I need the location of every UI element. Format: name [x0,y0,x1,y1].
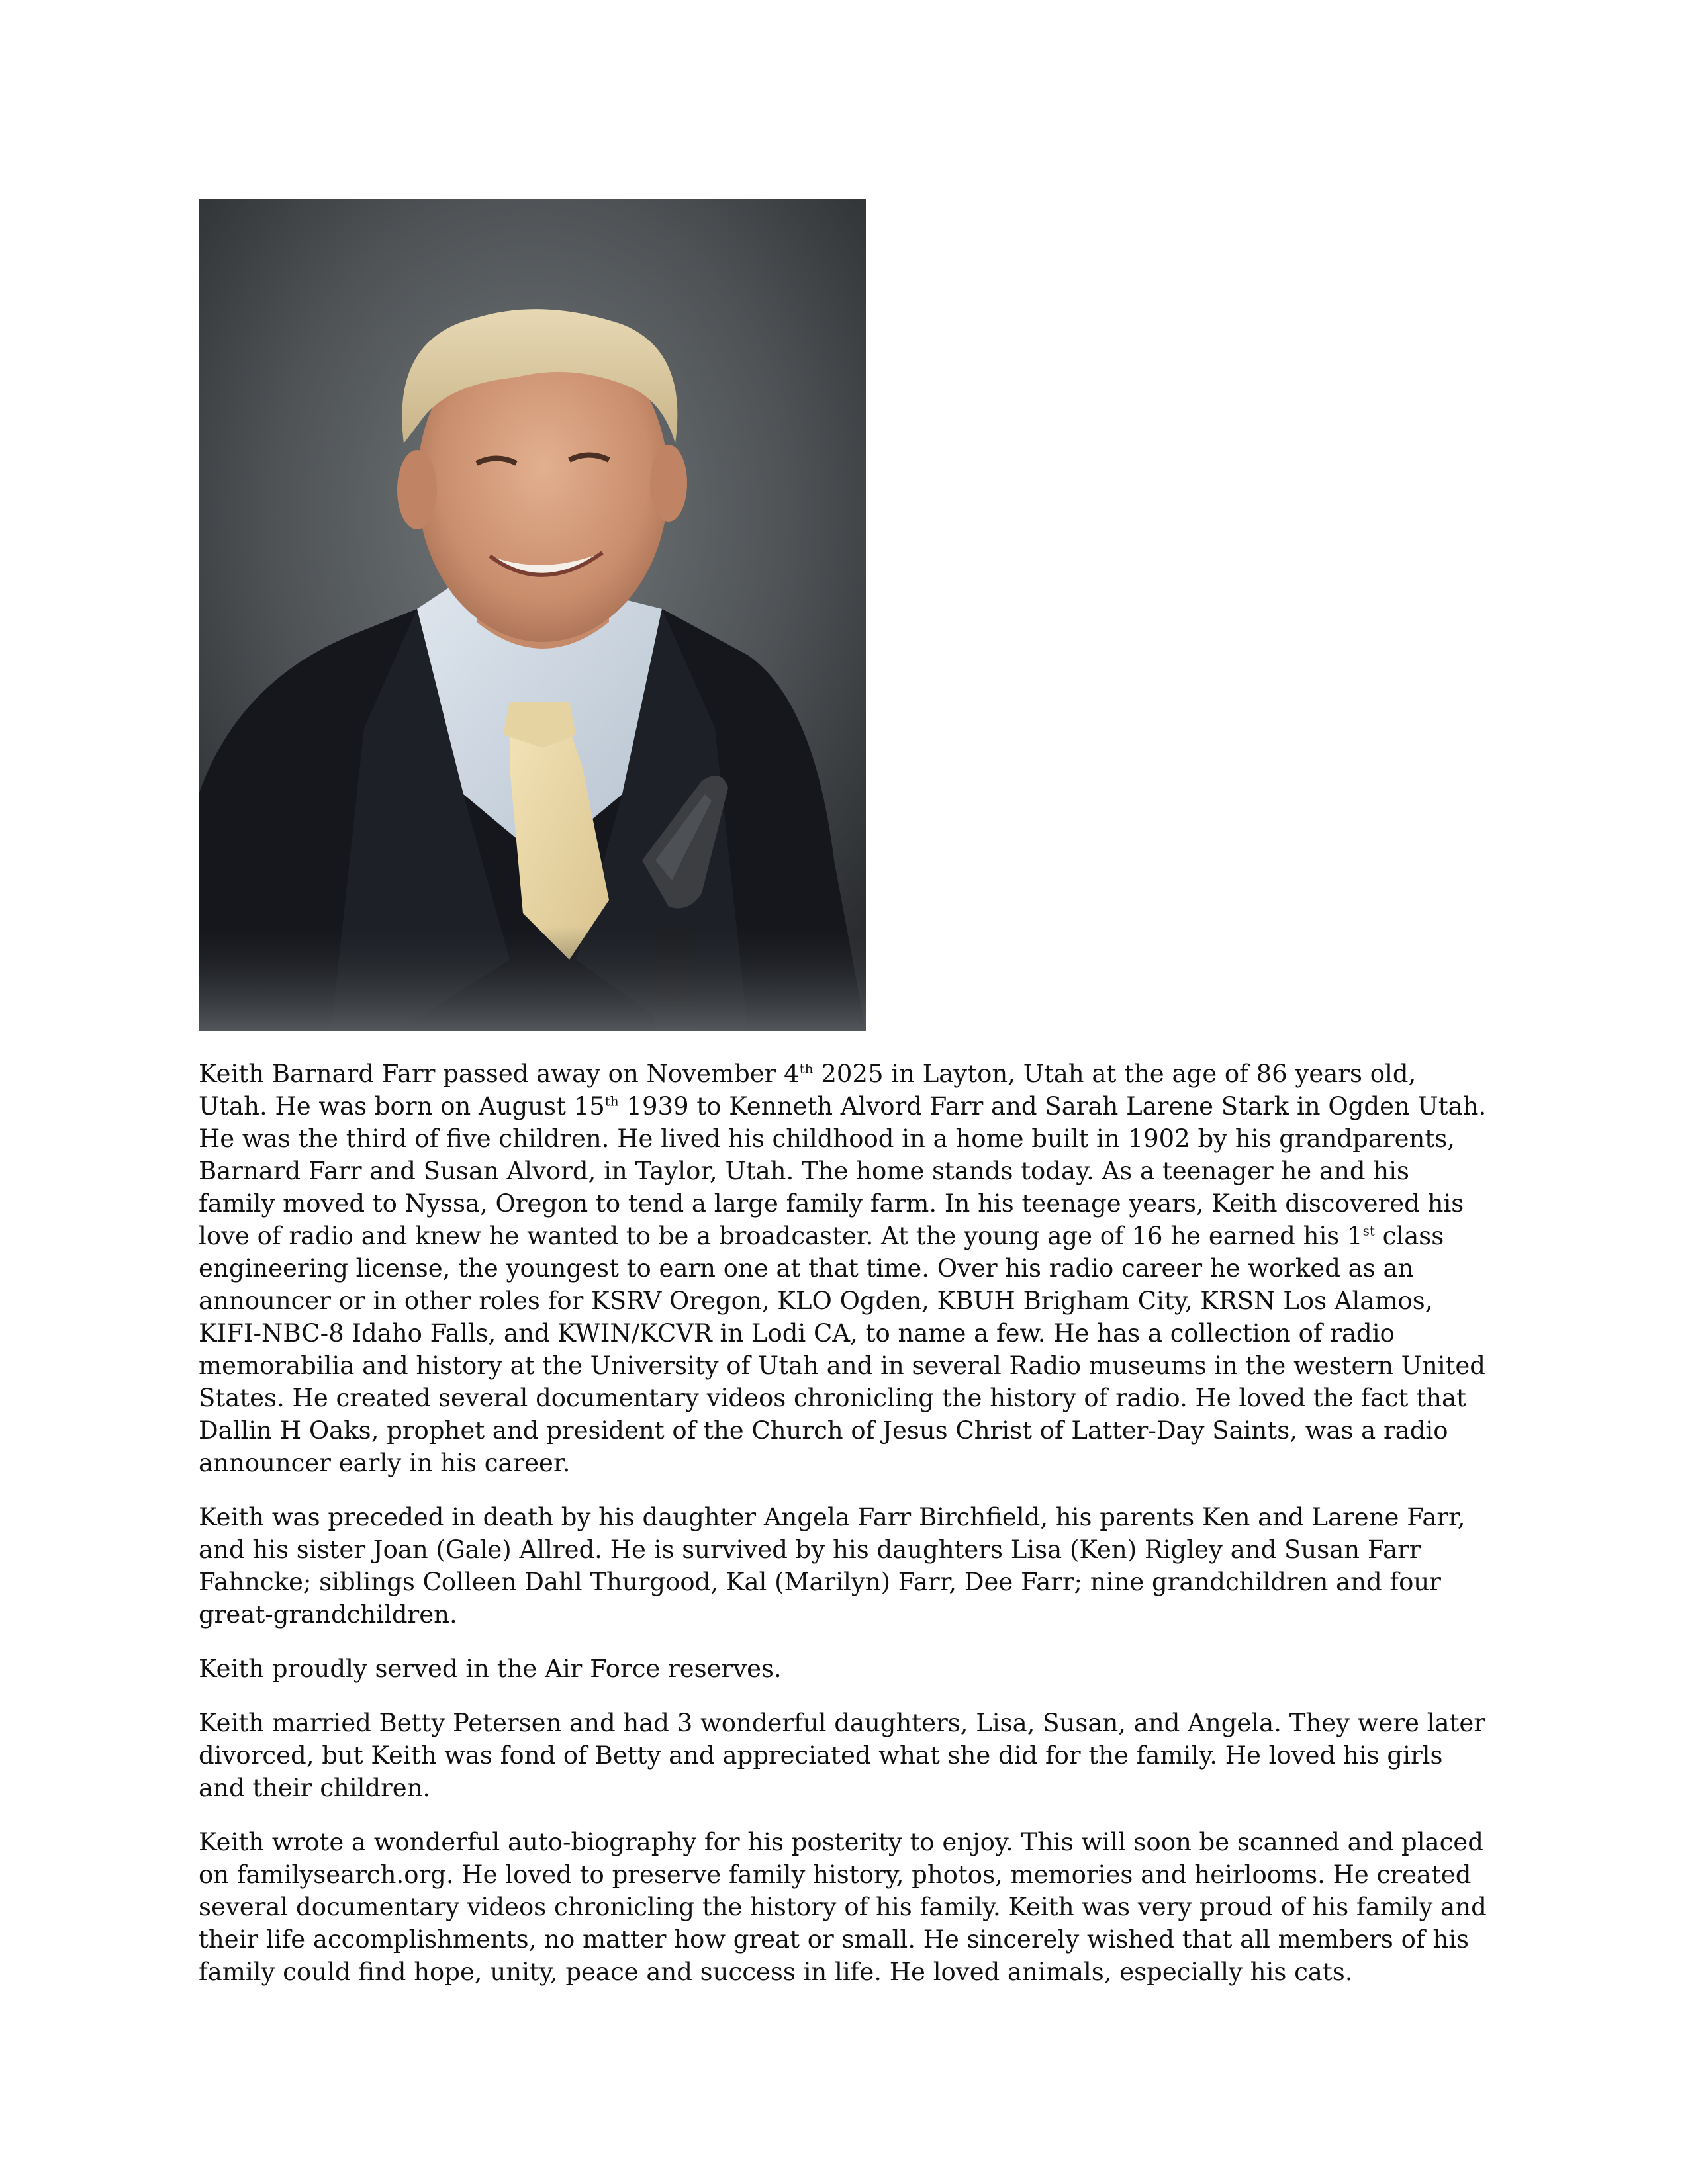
paragraph-biography [199,1058,1489,1479]
obituary-text [199,1058,1489,2010]
portrait-photo [199,199,866,1031]
ordinal-suffix: th [799,1060,814,1077]
ordinal-suffix: st [1362,1222,1375,1239]
ordinal-suffix: th [604,1093,619,1109]
bio-segment-3: 1939 to Kenneth Alvord Farr and Sarah Larene Stark in Ogden Utah. He was the third of five children. He lived his childhood in a home built in 1902 by his grandparents, Barnard Farr and Susan Alvord, in Taylor, Utah. The home stands today. As a teenager he and his family moved to Nyssa, Oregon to tend a large family farm. In his teenage years, Keith discovered his love of radio and knew he wanted to be a broadcaster. At the young age of 16 he earned his 1 [199,1092,1487,1250]
paragraph-service: Keith proudly served in the Air Force reserves. [199,1655,782,1683]
paragraph-marriage: Keith married Betty Petersen and had 3 wonderful daughters, Lisa, Susan, and Angela. They were later divorced, but Keith was fond of Betty and appreciated what she did for the family. He loved his girls and their children. [199,1709,1486,1802]
portrait-illustration [199,199,866,1031]
bio-segment-1: Keith Barnard Farr passed away on November 4 [199,1060,800,1088]
paragraph-family: Keith was preceded in death by his daughter Angela Farr Birchfield, his parents Ken and Larene Farr, and his sister Joan (Gale) Allred. He is survived by his daughters Lisa (Ken) Rigley and Susan Farr Fahncke; siblings Colleen Dahl Thurgood, Kal (Marilyn) Farr, Dee Farr; nine grandchildren and four great-grandchildren. [199,1503,1466,1629]
bio-segment-2: 2025 in Layton, Utah at the age of 86 years old, Utah. He was born on August 15 [199,1060,1417,1120]
bio-segment-4: class engineering license, the youngest to earn one at that time. Over his radio career he worked as an announcer or in other roles for KSRV Oregon, KLO Ogden, KBUH Brigham City, KRSN Los Alamos, KIFI-NBC-8 Idaho Falls, and KWIN/KCVR in Lodi CA, to name a few. He has a collection of radio memorabilia and history at the University of Utah and in several Radio museums in the western United States. He created several documentary videos chronicling the history of radio. He loved the fact that Dallin H Oaks, prophet and president of the Church of Jesus Christ of Latter-Day Saints, was a radio announcer early in his career. [199,1222,1485,1477]
paragraph-legacy: Keith wrote a wonderful auto-biography for his posterity to enjoy. This will soon be scanned and placed on familysearch.org. He loved to preserve family history, photos, memories and heirlooms. He created several documentary videos chronicling the history of his family. Keith was very proud of his family and their life accomplishments, no matter how great or small. He sincerely wished that all members of his family could find hope, unity, peace and success in life. He loved animals, especially his cats. [199,1828,1487,1986]
